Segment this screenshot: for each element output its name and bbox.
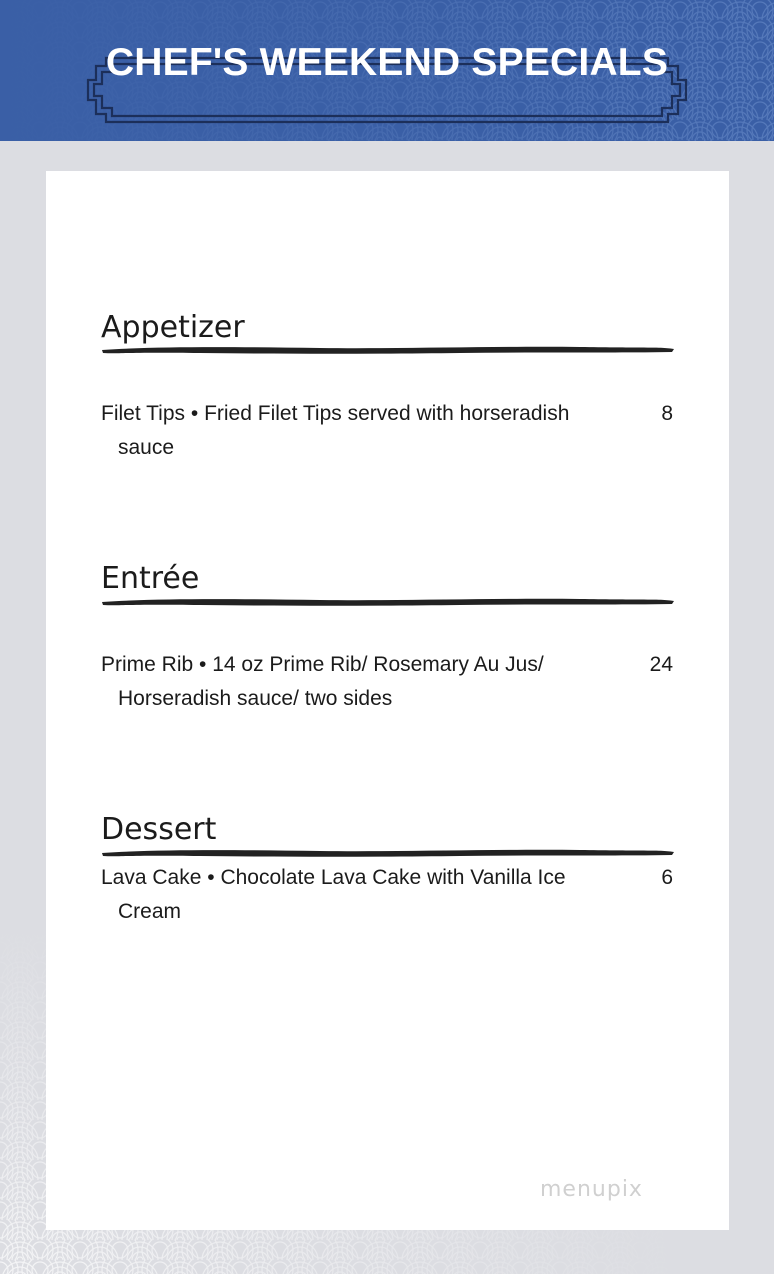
item-price: 24 (649, 653, 673, 676)
brush-divider (100, 343, 676, 357)
item-price: 8 (661, 402, 673, 425)
brush-divider (100, 595, 676, 609)
header-banner (0, 0, 774, 141)
item-description: Fried Filet Tips served with horseradish (204, 402, 570, 425)
item-name: Lava Cake (101, 866, 202, 889)
item-description: 14 oz Prime Rib/ Rosemary Au Jus/ (212, 653, 544, 676)
item-description: Chocolate Lava Cake with Vanilla Ice (220, 866, 566, 889)
menu-item (101, 397, 611, 465)
section-title-dessert: Dessert (101, 812, 217, 847)
brush-divider (100, 846, 676, 860)
item-name: Filet Tips (101, 402, 186, 425)
item-description-cont: Horseradish sauce/ two sides (118, 687, 393, 710)
menu-item (101, 648, 611, 716)
section-title-entree: Entrée (101, 561, 200, 596)
item-name: Prime Rib (101, 653, 194, 676)
item-description-cont: Cream (118, 900, 182, 923)
page-title: CHEF'S WEEKEND SPECIALS (105, 41, 669, 84)
item-separator: • (185, 402, 205, 425)
item-price: 6 (661, 866, 673, 889)
item-separator: • (193, 653, 213, 676)
section-title-appetizer: Appetizer (101, 310, 245, 345)
item-separator: • (201, 866, 221, 889)
watermark: menupix (540, 1177, 643, 1202)
item-description-cont: sauce (118, 436, 175, 459)
menu-item (101, 861, 611, 929)
